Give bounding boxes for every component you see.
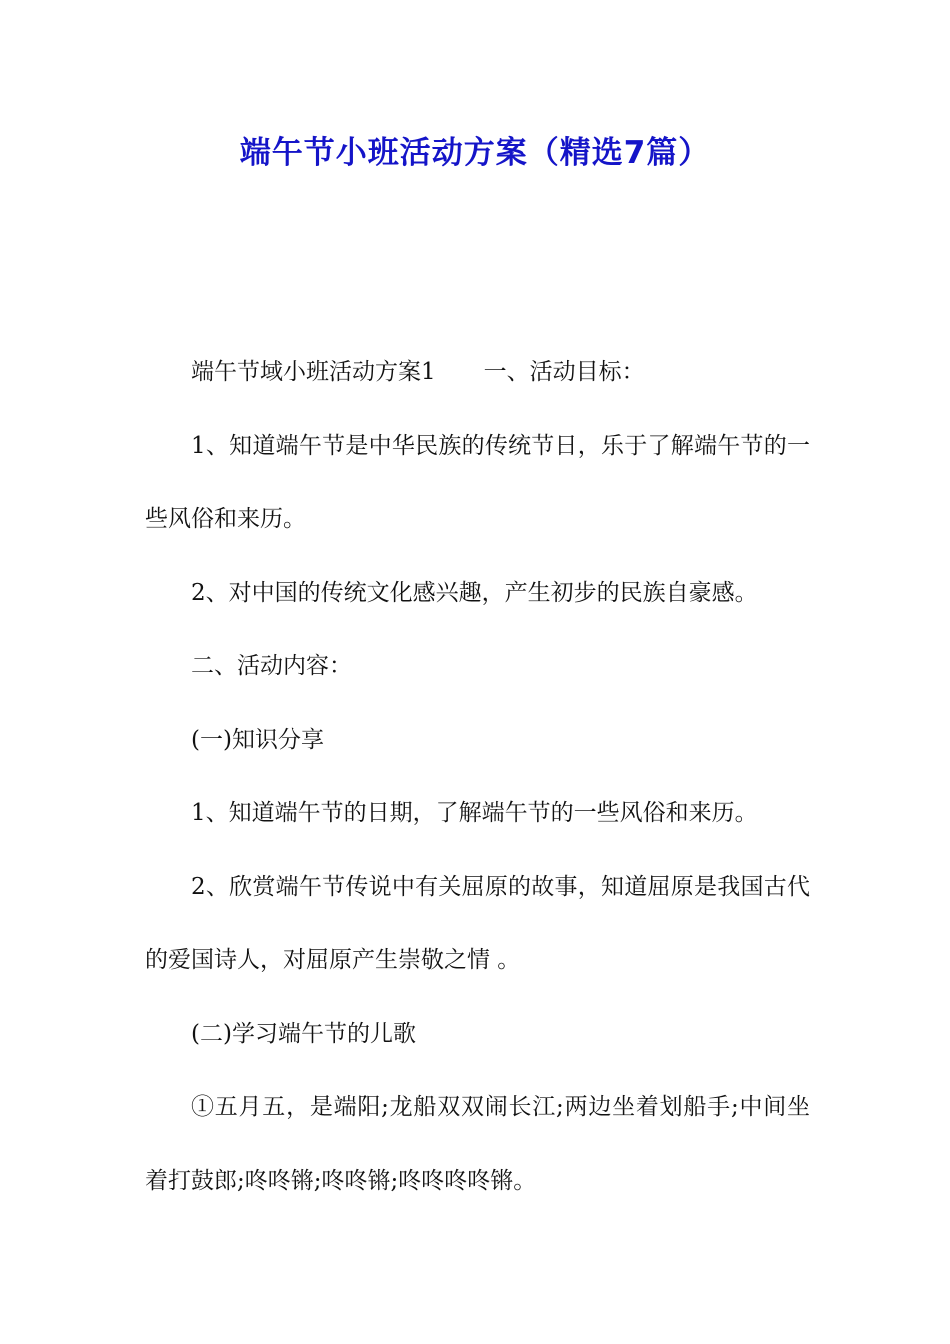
document-title: 端午节小班活动方案（精选7篇）: [239, 135, 711, 171]
paragraph: 1、知道端午节是中华民族的传统节日，乐于了解端午节的一些风俗和来历。: [145, 432, 810, 532]
paragraph: (一)知识分享: [191, 726, 324, 753]
paragraph: 二、活动内容：: [191, 653, 352, 679]
section-goals: 一、活动目标：: [483, 359, 645, 385]
plan-heading: 端午节域小班活动方案1: [191, 359, 436, 385]
paragraph: ①五月五，是端阳;龙船双双闹长江;两边坐着划船手;中间坐着打鼓郎;咚咚锵;咚咚锵;咚咚咚咚锵。: [145, 1094, 810, 1194]
paragraph: 2、对中国的传统文化感兴趣，产生初步的民族自豪感。: [191, 579, 758, 606]
paragraph-heading: [145, 336, 810, 410]
paragraph: (二)学习端午节的儿歌: [191, 1020, 416, 1047]
paragraph: 1、知道端午节的日期，了解端午节的一些风俗和来历。: [191, 800, 758, 826]
paragraph: 2、欣赏端午节传说中有关屈原的故事，知道屈原是我国古代的爱国诗人，对屈原产生崇敬之情 。: [145, 873, 810, 973]
document-body: [145, 336, 810, 1218]
